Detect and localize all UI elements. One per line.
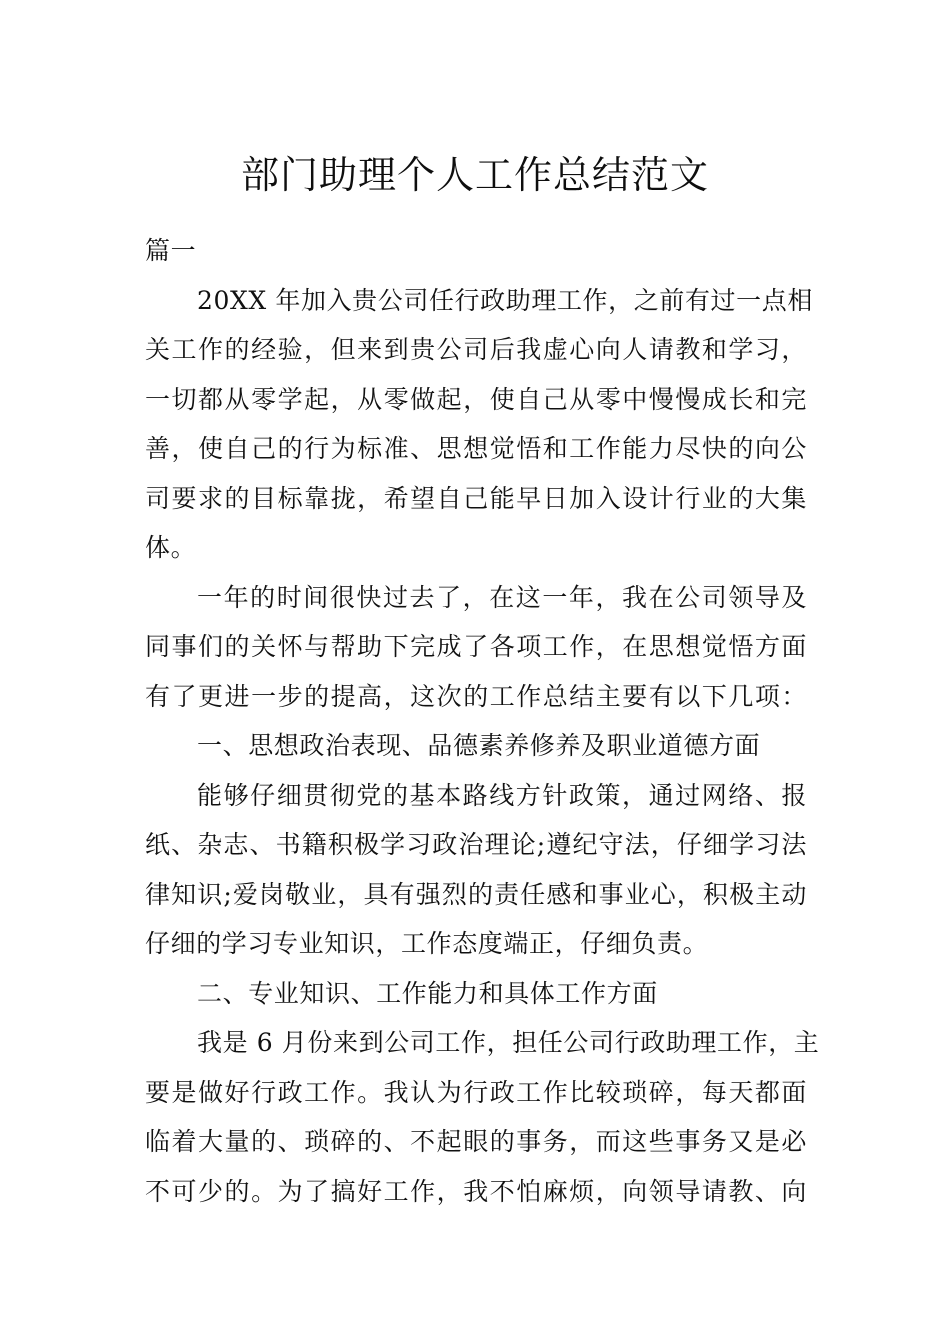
paragraph-1-line-1: 20XX 年加入贵公司任行政助理工作，之前有过一点相 <box>197 285 813 315</box>
paragraph-1-line-3: 一切都从零学起，从零做起，使自己从零中慢慢成长和完 <box>145 384 807 414</box>
subheading-two: 二、专业知识、工作能力和具体工作方面 <box>197 978 658 1008</box>
paragraph-4-line-4: 不可少的。为了搞好工作，我不怕麻烦，向领导请教、向 <box>145 1176 807 1206</box>
paragraph-3-line-3: 律知识;爱岗敬业，具有强烈的责任感和事业心，积极主动 <box>145 879 807 909</box>
document-title: 部门助理个人工作总结范文 <box>240 153 709 198</box>
paragraph-2-line-2: 同事们的关怀与帮助下完成了各项工作，在思想觉悟方面 <box>145 632 807 661</box>
paragraph-4-line-2: 要是做好行政工作。我认为行政工作比较琐碎，每天都面 <box>145 1077 807 1107</box>
paragraph-1-line-5: 司要求的目标靠拢，希望自己能早日加入设计行业的大集 <box>145 483 807 513</box>
document-body <box>145 226 820 1216</box>
paragraph-3-line-1: 能够仔细贯彻党的基本路线方针政策，通过网络、报 <box>197 780 807 810</box>
paragraph-2-line-3: 有了更进一步的提高，这次的工作总结主要有以下几项： <box>145 681 807 711</box>
paragraph-3-line-2: 纸、杂志、书籍积极学习政治理论;遵纪守法，仔细学习法 <box>145 830 807 859</box>
paragraph-1-line-2: 关工作的经验，但来到贵公司后我虚心向人请教和学习， <box>145 335 807 364</box>
paragraph-1-line-4: 善，使自己的行为标准、思想觉悟和工作能力尽快的向公 <box>145 434 807 463</box>
paragraph-3-line-4: 仔细的学习专业知识，工作态度端正，仔细负责。 <box>145 929 709 958</box>
paragraph-4-line-3: 临着大量的、琐碎的、不起眼的事务，而这些事务又是必 <box>145 1127 807 1156</box>
subheading-one: 一、思想政治表现、品德素养修养及职业道德方面 <box>197 731 761 760</box>
paragraph-1-line-6: 体。 <box>145 533 197 562</box>
paragraph-4-line-1: 我是 6 月份来到公司工作，担任公司行政助理工作，主 <box>197 1028 820 1057</box>
section-heading-part-one: 篇一 <box>145 236 197 265</box>
paragraph-2-line-1: 一年的时间很快过去了，在这一年，我在公司领导及 <box>197 582 807 612</box>
